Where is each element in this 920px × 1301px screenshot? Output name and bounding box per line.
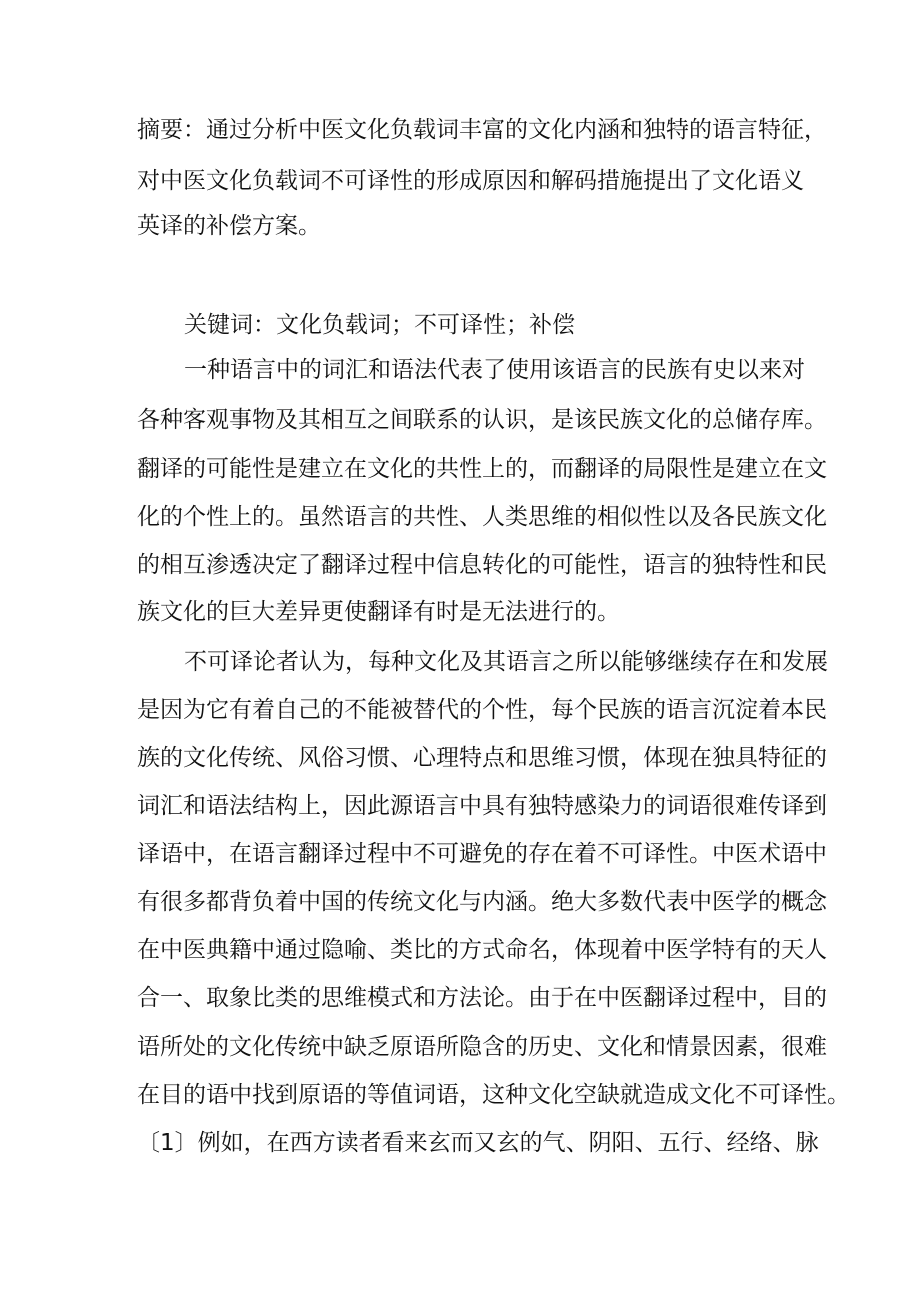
abstract-line-1: 摘要：通过分析中医文化负载词丰富的文化内涵和独特的语言特征，	[137, 117, 827, 143]
paragraph1-line-3: 翻译的可能性是建立在文化的共性上的，而翻译的局限性是建立在文	[137, 456, 827, 482]
paragraph1-line-6: 族文化的巨大差异更使翻译有时是无法进行的。	[137, 599, 620, 625]
paragraph2-line-9: 语所处的文化传统中缺乏原语所隐含的历史、文化和情景因素，很难	[137, 1034, 827, 1060]
paragraph2-line-6: 有很多都背负着中国的传统文化与内涵。绝大多数代表中医学的概念	[137, 889, 827, 915]
paragraph2-line-11: 〔1〕例如，在西方读者看来玄而又玄的气、阴阳、五行、经络、脉	[137, 1130, 819, 1156]
paragraph2-line-3: 族的文化传统、风俗习惯、心理特点和思维习惯，体现在独具特征的	[137, 745, 827, 771]
paragraph2-line-10: 在目的语中找到原语的等值词语，这种文化空缺就造成文化不可译性。	[137, 1082, 850, 1108]
paragraph2-line-7: 在中医典籍中通过隐喻、类比的方式命名，体现着中医学特有的天人	[137, 937, 827, 963]
paragraph1-line-4: 化的个性上的。虽然语言的共性、人类思维的相似性以及各民族文化	[137, 504, 827, 530]
paragraph2-line-2: 是因为它有着自己的不能被替代的个性，每个民族的语言沉淀着本民	[137, 697, 827, 723]
keywords-line: 关键词：文化负载词；不可译性；补偿	[184, 312, 575, 338]
paragraph1-line-1: 一种语言中的词汇和语法代表了使用该语言的民族有史以来对	[184, 357, 805, 383]
paragraph2-line-8: 合一、取象比类的思维模式和方法论。由于在中医翻译过程中，目的	[137, 985, 827, 1011]
abstract-line-2: 对中医文化负载词不可译性的形成原因和解码措施提出了文化语义	[137, 168, 804, 194]
paragraph1-line-2: 各种客观事物及其相互之间联系的认识，是该民族文化的总储存库。	[137, 407, 827, 433]
paragraph2-line-1: 不可译论者认为，每种文化及其语言之所以能够继续存在和发展	[184, 649, 828, 675]
paragraph2-line-5: 译语中，在语言翻译过程中不可避免的存在着不可译性。中医术语中	[137, 841, 827, 867]
paragraph2-line-4: 词汇和语法结构上，因此源语言中具有独特感染力的词语很难传译到	[137, 793, 827, 819]
paragraph1-line-5: 的相互渗透决定了翻译过程中信息转化的可能性，语言的独特性和民	[137, 552, 827, 578]
abstract-line-3: 英译的补偿方案。	[137, 213, 321, 239]
